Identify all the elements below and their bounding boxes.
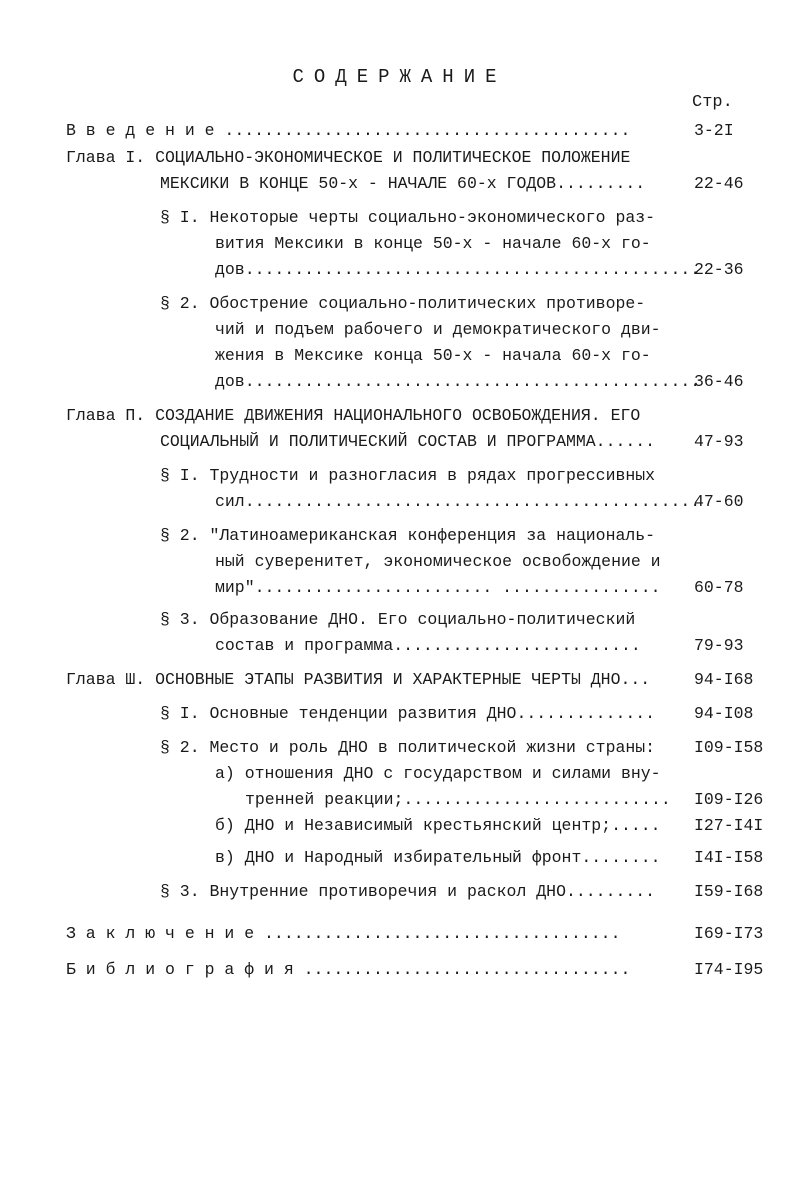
toc-section-1-2-line-2[interactable] <box>215 317 661 343</box>
toc-chapter-2-line-2[interactable] <box>160 429 655 455</box>
toc-entry-label: состав и программа......................... <box>215 636 641 655</box>
toc-page-number: I09-I26 <box>694 790 764 809</box>
toc-entry-label: Б и б л и о г р а ф и я ................................. <box>66 960 631 979</box>
toc-section-3-1[interactable] <box>160 701 655 727</box>
toc-page-number: I74-I95 <box>694 960 764 979</box>
toc-section-2-2-line-2[interactable] <box>215 549 661 575</box>
toc-page-number: 3-2I <box>694 121 734 140</box>
toc-section-2-3-line-1[interactable] <box>160 607 635 633</box>
toc-subsection-3-2-b[interactable] <box>215 813 661 839</box>
toc-page-number: 60-78 <box>694 578 744 597</box>
toc-entry-label: дов.............................................. <box>215 372 701 391</box>
toc-entry-label: тренней реакции;........................... <box>245 790 671 809</box>
toc-entry-introduction[interactable] <box>66 118 630 144</box>
toc-page-number: 22-46 <box>694 174 744 193</box>
toc-entry-label: вития Мексики в конце 50-х - начале 60-х го- <box>215 234 651 253</box>
toc-section-1-2-line-3[interactable] <box>215 343 651 369</box>
toc-page-number: 94-I68 <box>694 670 754 689</box>
toc-entry-label: В в е д е н и е ......................................... <box>66 121 631 140</box>
toc-entry-label: ный суверенитет, экономическое освобождение и <box>215 552 661 571</box>
toc-chapter-1-line-2[interactable] <box>160 171 645 197</box>
toc-section-2-1-line-1[interactable] <box>160 463 655 489</box>
toc-page-number: I09-I58 <box>694 738 764 757</box>
toc-entry-bibliography[interactable] <box>66 957 630 983</box>
toc-page-number: I59-I68 <box>694 882 764 901</box>
toc-entry-label: дов.............................................. <box>215 260 701 279</box>
toc-chapter-2-line-1[interactable] <box>66 403 640 429</box>
toc-section-2-3-line-2[interactable] <box>215 633 641 659</box>
toc-entry-label: § I. Трудности и разногласия в рядах прогрессивных <box>160 466 656 485</box>
toc-subsection-3-2-a-line-1[interactable] <box>215 761 661 787</box>
toc-section-3-3[interactable] <box>160 879 655 905</box>
toc-subsection-3-2-v[interactable] <box>215 845 661 871</box>
toc-page-number: I27-I4I <box>694 816 764 835</box>
toc-chapter-1-line-1[interactable] <box>66 145 630 171</box>
toc-page-number: 47-93 <box>694 432 744 451</box>
toc-section-1-2-line-4[interactable] <box>215 369 700 395</box>
toc-page-number: 79-93 <box>694 636 744 655</box>
toc-section-1-1-line-2[interactable] <box>215 231 651 257</box>
toc-section-2-1-line-2[interactable] <box>215 489 700 515</box>
toc-section-1-1-line-1[interactable] <box>160 205 655 231</box>
toc-section-1-2-line-1[interactable] <box>160 291 645 317</box>
toc-entry-label: § 2. Обострение социально-политических противоре- <box>160 294 646 313</box>
toc-entry-label: в) ДНО и Народный избирательный фронт........ <box>215 848 661 867</box>
toc-entry-label: Глава I. СОЦИАЛЬНО-ЭКОНОМИЧЕСКОЕ И ПОЛИТИЧЕСКОЕ ПОЛОЖЕНИЕ <box>66 148 631 167</box>
toc-page-number: 47-60 <box>694 492 744 511</box>
toc-entry-label: МЕКСИКИ В КОНЦЕ 50-х - НАЧАЛЕ 60-х ГОДОВ......... <box>160 174 646 193</box>
toc-subsection-3-2-a-line-2[interactable] <box>245 787 671 813</box>
toc-entry-label: сил.............................................. <box>215 492 701 511</box>
toc-entry-label: СОЦИАЛЬНЫЙ И ПОЛИТИЧЕСКИЙ СОСТАВ И ПРОГРАММА...... <box>160 432 656 451</box>
toc-entry-label: а) отношения ДНО с государством и силами вну- <box>215 764 661 783</box>
toc-page-number: 36-46 <box>694 372 744 391</box>
toc-page-number: I4I-I58 <box>694 848 764 867</box>
toc-entry-label: § 3. Образование ДНО. Его социально-политический <box>160 610 636 629</box>
toc-entry-label: § 3. Внутренние противоречия и раскол ДНО......... <box>160 882 656 901</box>
toc-section-3-2[interactable] <box>160 735 655 761</box>
toc-section-2-2-line-1[interactable] <box>160 523 655 549</box>
toc-page-number: 94-I08 <box>694 704 754 723</box>
toc-entry-label: § 2. "Латиноамериканская конференция за националь- <box>160 526 656 545</box>
toc-entry-label: мир"........................ ................ <box>215 578 661 597</box>
toc-chapter-3-line-1[interactable] <box>66 667 650 693</box>
toc-entry-label: § I. Некоторые черты социально-экономического раз- <box>160 208 656 227</box>
toc-entry-label: чий и подъем рабочего и демократического дви- <box>215 320 661 339</box>
toc-entry-label: б) ДНО и Независимый крестьянский центр;..... <box>215 816 661 835</box>
toc-section-1-1-line-3[interactable] <box>215 257 700 283</box>
toc-page-number: 22-36 <box>694 260 744 279</box>
toc-page-number: I69-I73 <box>694 924 764 943</box>
page-column-header: Стр. <box>692 93 733 112</box>
toc-entry-label: жения в Мексике конца 50-х - начала 60-х го- <box>215 346 651 365</box>
toc-entry-label: Глава П. СОЗДАНИЕ ДВИЖЕНИЯ НАЦИОНАЛЬНОГО ОСВОБОЖДЕНИЯ. ЕГО <box>66 406 641 425</box>
toc-entry-label: З а к л ю ч е н и е .................................... <box>66 924 621 943</box>
toc-entry-label: § 2. Место и роль ДНО в политической жизни страны: <box>160 738 656 757</box>
toc-entry-label: Глава Ш. ОСНОВНЫЕ ЭТАПЫ РАЗВИТИЯ И ХАРАКТЕРНЫЕ ЧЕРТЫ ДНО... <box>66 670 651 689</box>
toc-section-2-2-line-3[interactable] <box>215 575 661 601</box>
toc-entry-conclusion[interactable] <box>66 921 621 947</box>
page-title: СОДЕРЖАНИЕ <box>292 66 507 88</box>
toc-entry-label: § I. Основные тенденции развития ДНО.............. <box>160 704 656 723</box>
